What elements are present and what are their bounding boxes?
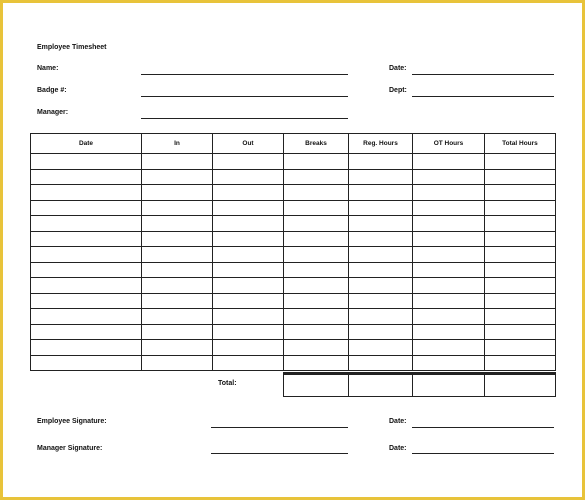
table-cell[interactable] — [142, 278, 213, 294]
manager-signature-date-field[interactable] — [412, 453, 554, 454]
table-cell[interactable] — [485, 324, 556, 340]
table-header-row — [31, 134, 556, 154]
dept-label: Dept: — [389, 87, 407, 94]
table-cell[interactable] — [349, 355, 413, 371]
table-cell[interactable] — [413, 247, 485, 263]
table-cell[interactable] — [485, 293, 556, 309]
table-cell[interactable] — [284, 340, 349, 356]
table-cell[interactable] — [485, 340, 556, 356]
date-label: Date: — [389, 65, 407, 72]
table-cell[interactable] — [485, 309, 556, 325]
table-cell[interactable] — [485, 262, 556, 278]
table-cell[interactable] — [349, 154, 413, 170]
table-cell[interactable] — [349, 169, 413, 185]
table-cell[interactable] — [31, 340, 142, 356]
table-cell[interactable] — [284, 216, 349, 232]
table-cell[interactable] — [142, 247, 213, 263]
table-cell[interactable] — [213, 200, 284, 216]
table-cell[interactable] — [349, 200, 413, 216]
manager-field[interactable] — [141, 118, 348, 119]
table-cell[interactable] — [284, 231, 349, 247]
table-cell[interactable] — [485, 278, 556, 294]
table-cell[interactable] — [349, 231, 413, 247]
table-cell[interactable] — [213, 262, 284, 278]
badge-label: Badge #: — [37, 87, 67, 94]
table-cell[interactable] — [413, 154, 485, 170]
table-cell[interactable] — [142, 293, 213, 309]
column-header-reg-hours: Reg. Hours — [349, 134, 413, 154]
table-cell[interactable] — [284, 169, 349, 185]
table-cell[interactable] — [142, 185, 213, 201]
table-cell[interactable] — [213, 324, 284, 340]
table-cell[interactable] — [213, 340, 284, 356]
table-cell[interactable] — [413, 309, 485, 325]
manager-label: Manager: — [37, 109, 69, 116]
table-cell[interactable] — [413, 231, 485, 247]
table-cell[interactable] — [284, 200, 349, 216]
table-cell[interactable] — [213, 216, 284, 232]
table-row — [31, 262, 556, 278]
table-cell[interactable] — [349, 309, 413, 325]
table-cell[interactable] — [284, 278, 349, 294]
table-row — [31, 154, 556, 170]
table-cell[interactable] — [142, 231, 213, 247]
totals-row — [284, 374, 556, 397]
column-header-out: Out — [213, 134, 284, 154]
total-reg-hours-cell[interactable] — [349, 374, 413, 397]
employee-signature-label: Employee Signature: — [37, 418, 107, 425]
column-header-total-hours: Total Hours — [485, 134, 556, 154]
table-cell[interactable] — [349, 262, 413, 278]
table-cell[interactable] — [31, 278, 142, 294]
table-row — [31, 200, 556, 216]
table-row — [31, 169, 556, 185]
table-row — [31, 309, 556, 325]
table-cell[interactable] — [413, 262, 485, 278]
date-field[interactable] — [412, 74, 554, 75]
table-cell[interactable] — [284, 324, 349, 340]
table-cell[interactable] — [213, 231, 284, 247]
table-row — [31, 185, 556, 201]
table-cell[interactable] — [485, 231, 556, 247]
table-cell[interactable] — [349, 247, 413, 263]
column-header-ot-hours: OT Hours — [413, 134, 485, 154]
table-cell[interactable] — [31, 185, 142, 201]
table-cell[interactable] — [213, 169, 284, 185]
column-header-breaks: Breaks — [284, 134, 349, 154]
table-cell[interactable] — [413, 169, 485, 185]
table-cell[interactable] — [485, 185, 556, 201]
dept-field[interactable] — [412, 96, 554, 97]
table-cell[interactable] — [142, 340, 213, 356]
table-cell[interactable] — [31, 216, 142, 232]
table-cell[interactable] — [142, 355, 213, 371]
table-cell[interactable] — [142, 216, 213, 232]
table-cell[interactable] — [485, 169, 556, 185]
table-cell[interactable] — [413, 293, 485, 309]
table-cell[interactable] — [31, 154, 142, 170]
table-cell[interactable] — [485, 355, 556, 371]
table-cell[interactable] — [413, 278, 485, 294]
totals-table — [283, 372, 556, 397]
table-row — [31, 324, 556, 340]
table-cell[interactable] — [31, 169, 142, 185]
name-field[interactable] — [141, 74, 348, 75]
badge-field[interactable] — [141, 96, 348, 97]
table-cell[interactable] — [142, 200, 213, 216]
table-cell[interactable] — [284, 293, 349, 309]
table-cell[interactable] — [213, 185, 284, 201]
table-cell[interactable] — [349, 216, 413, 232]
employee-signature-date-label: Date: — [389, 418, 407, 425]
table-cell[interactable] — [485, 154, 556, 170]
table-cell[interactable] — [413, 200, 485, 216]
table-cell[interactable] — [31, 231, 142, 247]
table-cell[interactable] — [31, 324, 142, 340]
table-cell[interactable] — [284, 247, 349, 263]
timesheet-table — [30, 133, 556, 371]
table-cell[interactable] — [413, 185, 485, 201]
table-cell[interactable] — [31, 293, 142, 309]
table-row — [31, 216, 556, 232]
table-cell[interactable] — [349, 278, 413, 294]
manager-signature-field[interactable] — [211, 453, 348, 454]
column-header-in: In — [142, 134, 213, 154]
table-cell[interactable] — [142, 262, 213, 278]
table-cell[interactable] — [413, 324, 485, 340]
table-cell[interactable] — [31, 309, 142, 325]
table-cell[interactable] — [284, 154, 349, 170]
table-cell[interactable] — [284, 185, 349, 201]
employee-signature-date-field[interactable] — [412, 427, 554, 428]
table-cell[interactable] — [485, 216, 556, 232]
form-title: Employee Timesheet — [37, 44, 107, 51]
table-cell[interactable] — [413, 340, 485, 356]
table-cell[interactable] — [142, 154, 213, 170]
table-cell[interactable] — [284, 309, 349, 325]
table-row — [31, 293, 556, 309]
table-cell[interactable] — [213, 355, 284, 371]
table-cell[interactable] — [349, 324, 413, 340]
table-cell[interactable] — [31, 247, 142, 263]
name-label: Name: — [37, 65, 59, 72]
table-cell[interactable] — [349, 293, 413, 309]
table-cell[interactable] — [349, 185, 413, 201]
table-cell[interactable] — [31, 200, 142, 216]
table-cell[interactable] — [142, 169, 213, 185]
table-cell[interactable] — [413, 216, 485, 232]
total-breaks-cell[interactable] — [284, 374, 349, 397]
table-cell[interactable] — [349, 340, 413, 356]
table-cell[interactable] — [213, 309, 284, 325]
table-cell[interactable] — [284, 262, 349, 278]
table-cell[interactable] — [485, 200, 556, 216]
column-header-date: Date — [31, 134, 142, 154]
table-cell[interactable] — [213, 154, 284, 170]
manager-signature-date-label: Date: — [389, 445, 407, 452]
table-cell[interactable] — [31, 355, 142, 371]
total-total-hours-cell[interactable] — [485, 374, 556, 397]
table-row — [31, 231, 556, 247]
table-cell[interactable] — [31, 262, 142, 278]
total-label: Total: — [218, 380, 237, 387]
total-ot-hours-cell[interactable] — [413, 374, 485, 397]
table-cell[interactable] — [213, 278, 284, 294]
table-cell[interactable] — [142, 324, 213, 340]
table-row — [31, 278, 556, 294]
table-cell[interactable] — [284, 355, 349, 371]
manager-signature-label: Manager Signature: — [37, 445, 103, 452]
table-cell[interactable] — [413, 355, 485, 371]
table-cell[interactable] — [485, 247, 556, 263]
table-row — [31, 247, 556, 263]
table-row — [31, 355, 556, 371]
employee-signature-field[interactable] — [211, 427, 348, 428]
table-cell[interactable] — [142, 309, 213, 325]
table-row — [31, 340, 556, 356]
table-cell[interactable] — [213, 293, 284, 309]
table-cell[interactable] — [213, 247, 284, 263]
